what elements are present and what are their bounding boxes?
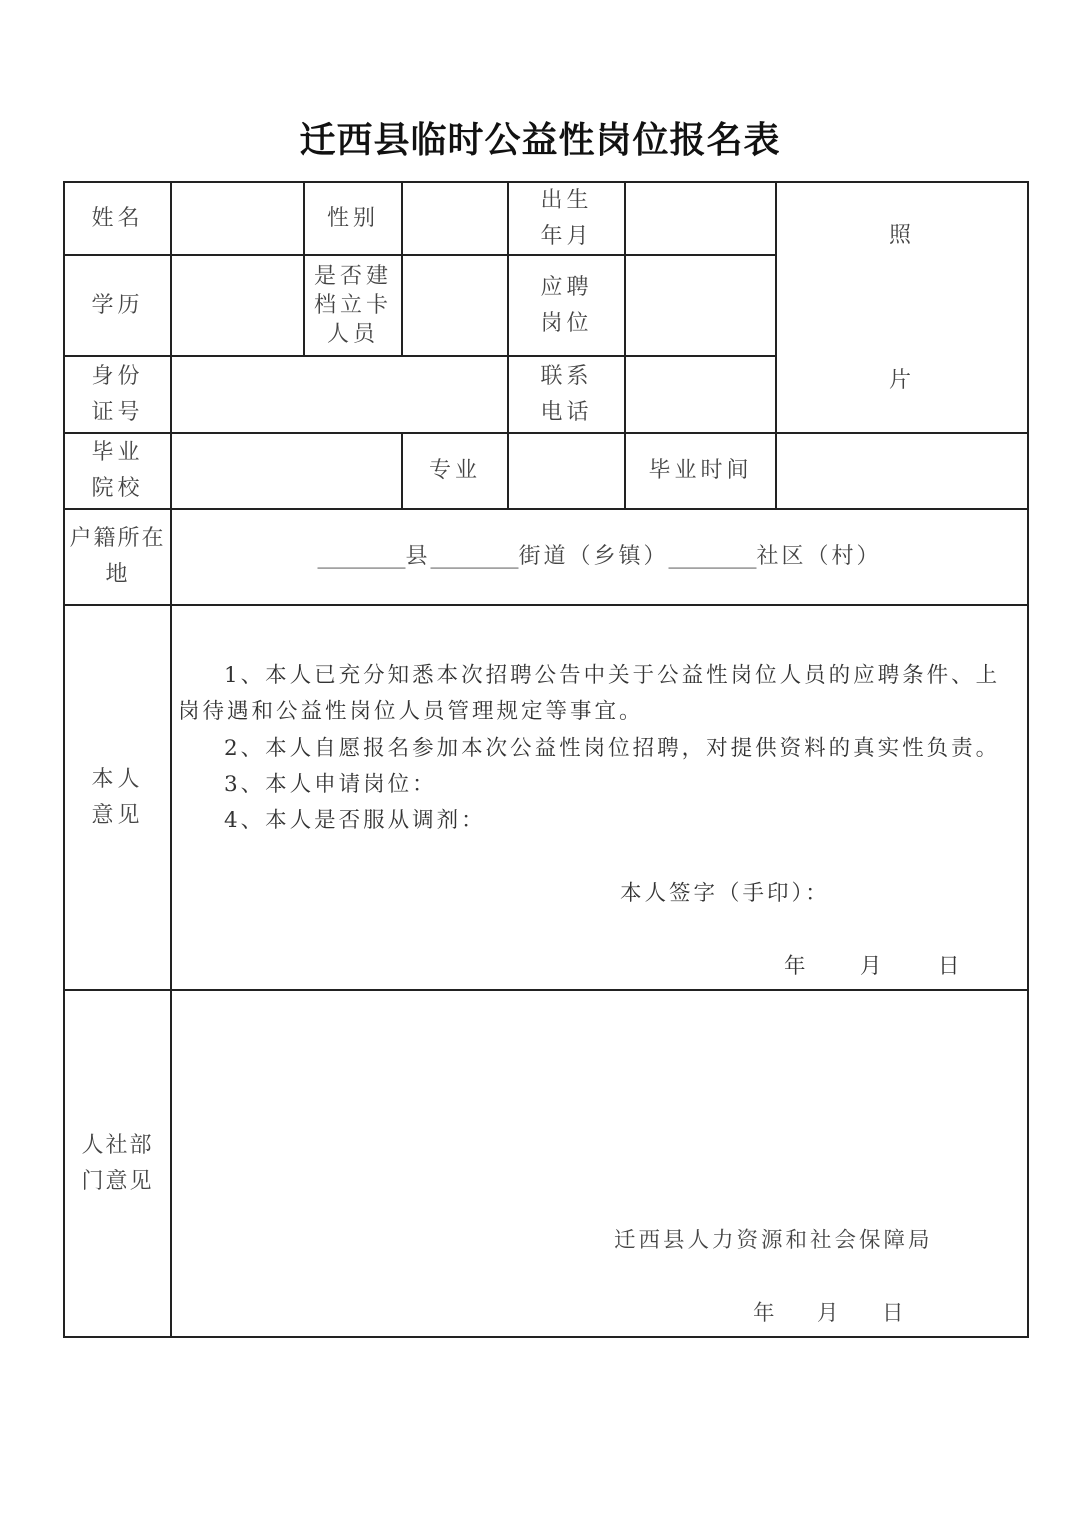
sign-date-year: 年: [784, 954, 809, 979]
label-text: 是否建: [313, 264, 392, 289]
declaration-item-3[interactable]: 3、本人申请岗位：: [224, 772, 437, 797]
label-text: 年月: [540, 223, 593, 249]
photo-label-top: [777, 216, 1027, 256]
label-text: 联系: [540, 363, 593, 389]
label-text: 证号: [91, 399, 144, 425]
declaration-block: [176, 606, 1028, 989]
dept-date-year: 年: [753, 1301, 778, 1326]
county-blank[interactable]: ________: [317, 544, 406, 569]
education-field[interactable]: [172, 256, 303, 355]
label-text: 专业: [428, 458, 481, 483]
label-text: 人员: [326, 322, 379, 347]
label-text: 院校: [91, 476, 144, 501]
label-birth: [509, 183, 624, 254]
major-field[interactable]: [509, 434, 624, 508]
poverty-registered-field[interactable]: [403, 256, 507, 355]
birth-field[interactable]: [626, 183, 775, 254]
declaration-item-2: 2、本人自愿报名参加本次公益性岗位招聘，对提供资料的真实性负责。: [224, 736, 1001, 761]
school-field[interactable]: [172, 434, 401, 508]
signature-label[interactable]: 本人签字（手印）：: [620, 881, 830, 906]
label-position: [509, 256, 624, 355]
gender-field[interactable]: [403, 183, 507, 254]
label-text: 户籍所在: [69, 526, 166, 551]
label-dept-opinion: [65, 991, 170, 1336]
label-id-number: [65, 357, 170, 432]
label-text: 人社部: [81, 1132, 154, 1158]
label-text: 本人: [91, 766, 144, 792]
declaration-item-1-line-1: 1、本人已充分知悉本次招聘公告中关于公益性岗位人员的应聘条件、上: [224, 663, 1001, 688]
label-grad-time: [626, 434, 775, 508]
label-text: 电话: [540, 399, 593, 425]
label-text: 姓名: [91, 205, 144, 231]
label-text: 毕业时间: [648, 458, 753, 483]
form-title: 迁西县临时公益性岗位报名表: [299, 120, 781, 161]
name-field[interactable]: [172, 183, 303, 254]
label-education: [65, 256, 170, 355]
dept-org-name: 迁西县人力资源和社会保障局: [614, 1228, 933, 1253]
dept-date-day: 日: [882, 1301, 907, 1326]
label-major: [403, 434, 507, 508]
label-text: 毕业: [91, 440, 144, 465]
sign-date-day: 日: [938, 954, 963, 979]
grad-time-field[interactable]: [777, 434, 1027, 508]
community-label: 社区（村）: [756, 544, 882, 569]
label-text: 身份: [91, 363, 144, 389]
label-school: [65, 434, 170, 508]
community-blank[interactable]: ________: [668, 544, 757, 569]
street-blank[interactable]: ________: [430, 544, 519, 569]
label-text: 照: [888, 223, 915, 248]
label-text: 出生: [540, 187, 593, 213]
label-text: 性别: [326, 205, 379, 231]
label-text: 学历: [91, 292, 144, 318]
dept-date-month: 月: [817, 1301, 842, 1326]
street-label: 街道（乡镇）: [518, 544, 669, 569]
dept-opinion-field[interactable]: [172, 991, 1027, 1191]
label-gender: [305, 183, 401, 254]
label-text: 门意见: [81, 1168, 154, 1194]
label-phone: [509, 357, 624, 432]
sign-date-month: 月: [860, 954, 885, 979]
label-poverty-registered: [305, 256, 401, 355]
label-text: 档立卡: [313, 293, 392, 318]
label-name: [65, 183, 170, 254]
declaration-item-4[interactable]: 4、本人是否服从调剂：: [224, 808, 486, 833]
table-border: [63, 1336, 1029, 1338]
label-text: 地: [105, 562, 130, 587]
position-field[interactable]: [626, 256, 775, 355]
label-personal-opinion: [65, 606, 170, 989]
label-text: 意见: [91, 802, 144, 828]
photo-label-bottom: [777, 361, 1027, 401]
declaration-item-1-line-2: 岗待遇和公益性岗位人员管理规定等事宜。: [178, 699, 644, 724]
county-label: 县: [405, 544, 431, 569]
id-number-field[interactable]: [172, 357, 507, 432]
phone-field[interactable]: [626, 357, 775, 432]
label-text: 片: [888, 368, 915, 393]
label-hukou: [65, 510, 170, 604]
label-text: 岗位: [540, 310, 593, 336]
hukou-address-line[interactable]: [172, 510, 1027, 604]
label-text: 应聘: [540, 274, 593, 300]
